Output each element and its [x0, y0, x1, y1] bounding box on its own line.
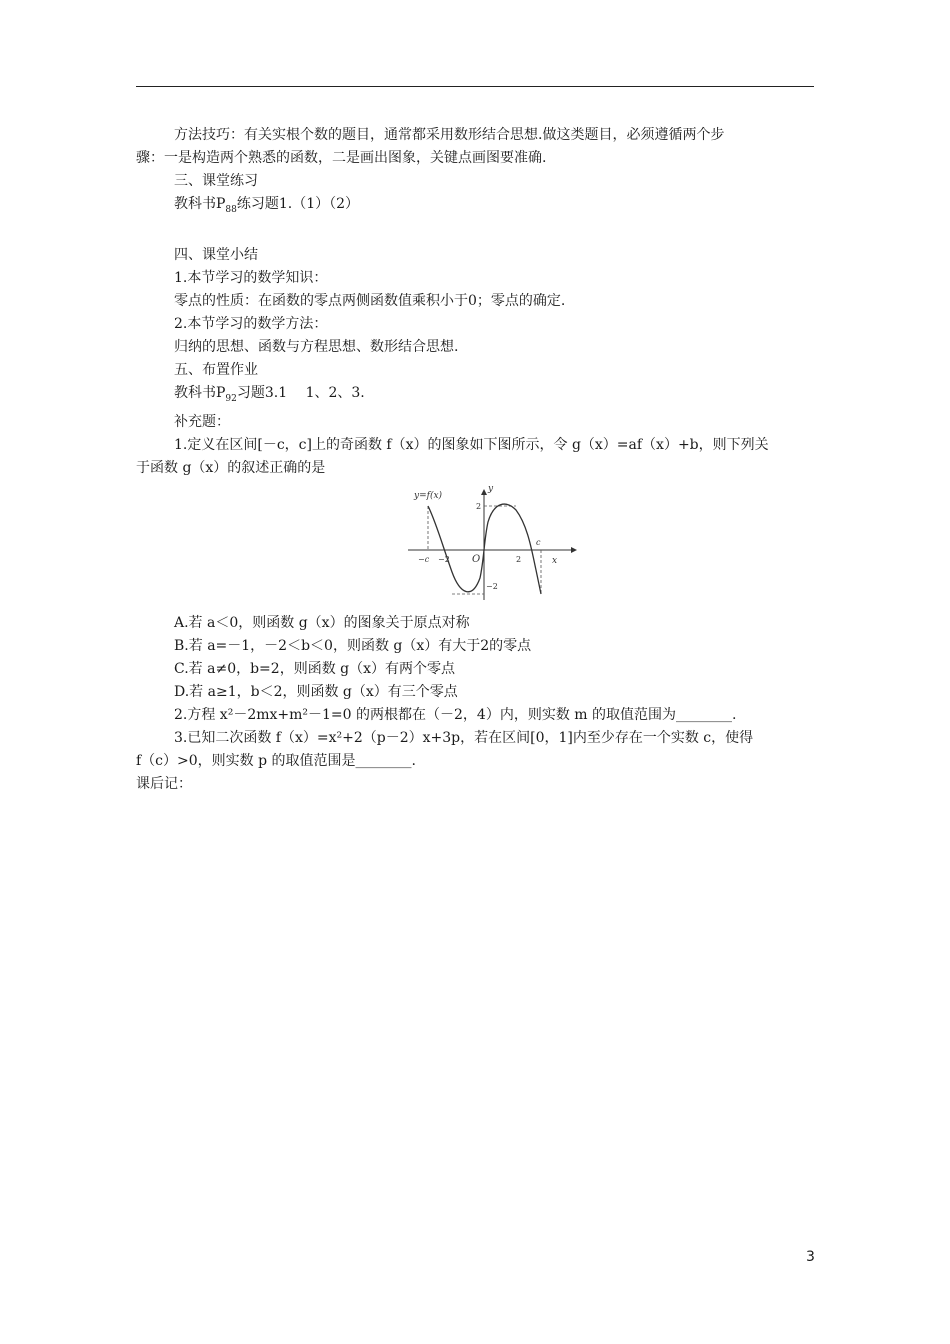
textbook-suffix: 练习题1.（1）（2）	[236, 196, 360, 212]
question3-line1: 3.已知二次函数 f（x）=x²+2（p－2）x+3p，若在区间[0，1]内至少存在一个实数 c，使得	[174, 729, 754, 746]
header-rule	[136, 86, 814, 87]
supplement-heading: 补充题：	[174, 413, 230, 430]
section-summary-heading: 四、课堂小结	[174, 246, 258, 263]
option-d: D.若 a≥1，b＜2，则函数 g（x）有三个零点	[174, 683, 458, 700]
tick-2: 2	[516, 554, 522, 564]
option-c: C.若 a≠0，b=2，则函数 g（x）有两个零点	[174, 660, 456, 677]
function-graph-figure	[136, 482, 816, 606]
after-class-notes: 课后记：	[136, 775, 192, 792]
practice-textbook-line	[136, 193, 816, 222]
question2: 2.方程 x²－2mx+m²－1=0 的两根都在（－2，4）内，则实数 m 的取值范围为________.	[174, 706, 737, 723]
y-tick-neg-2: −2	[486, 581, 498, 591]
curve-label: y=f(x)	[414, 490, 443, 501]
odd-function-graph	[406, 482, 586, 606]
method-tip-line2: 骤：一是构造两个熟悉的函数，二是画出图象，关键点画图要准确.	[136, 150, 547, 166]
summary-item2-text: 归纳的思想、函数与方程思想、数形结合思想.	[174, 338, 459, 355]
summary-item1-title: 1.本节学习的数学知识：	[174, 269, 328, 286]
homework-textbook-line	[136, 382, 816, 411]
section-practice-heading: 三、课堂练习	[174, 173, 258, 189]
option-b: B.若 a=－1，－2＜b＜0，则函数 g（x）有大于2的零点	[174, 637, 532, 654]
summary-item2-title: 2.本节学习的数学方法：	[174, 315, 328, 332]
page-body	[136, 124, 816, 796]
page-subscript: 92	[225, 393, 237, 404]
section-homework-heading: 五、布置作业	[174, 361, 258, 378]
option-a: A.若 a＜0，则函数 g（x）的图象关于原点对称	[174, 614, 470, 631]
y-axis-label: y	[488, 483, 494, 494]
textbook-suffix: 习题3.1 1、2、3.	[236, 384, 365, 401]
tick-c: c	[536, 537, 541, 547]
page-subscript: 88	[225, 204, 237, 215]
tick-neg-c: −c	[418, 554, 430, 564]
tick-neg-2: −2	[438, 554, 450, 564]
x-axis-label: x	[552, 555, 558, 566]
origin-label: O	[472, 553, 481, 565]
method-tip-line1: 方法技巧：有关实根个数的题目，通常都采用数形结合思想.做这类题目，必须遵循两个步	[174, 127, 725, 143]
question3-line2: f（c）>0，则实数 p 的取值范围是________.	[136, 752, 416, 769]
textbook-prefix: 教科书P	[174, 384, 226, 401]
summary-item1-text: 零点的性质：在函数的零点两侧函数值乘积小于0；零点的确定.	[174, 292, 566, 309]
question1-line2: 于函数 g（x）的叙述正确的是	[136, 459, 326, 476]
question1-line1: 1.定义在区间[－c，c]上的奇函数 f（x）的图象如下图所示，令 g（x）=af（x）+b，则下列关	[174, 436, 769, 453]
page-number: 3	[806, 1249, 815, 1265]
textbook-prefix: 教科书P	[174, 196, 226, 212]
y-tick-2: 2	[476, 501, 482, 511]
